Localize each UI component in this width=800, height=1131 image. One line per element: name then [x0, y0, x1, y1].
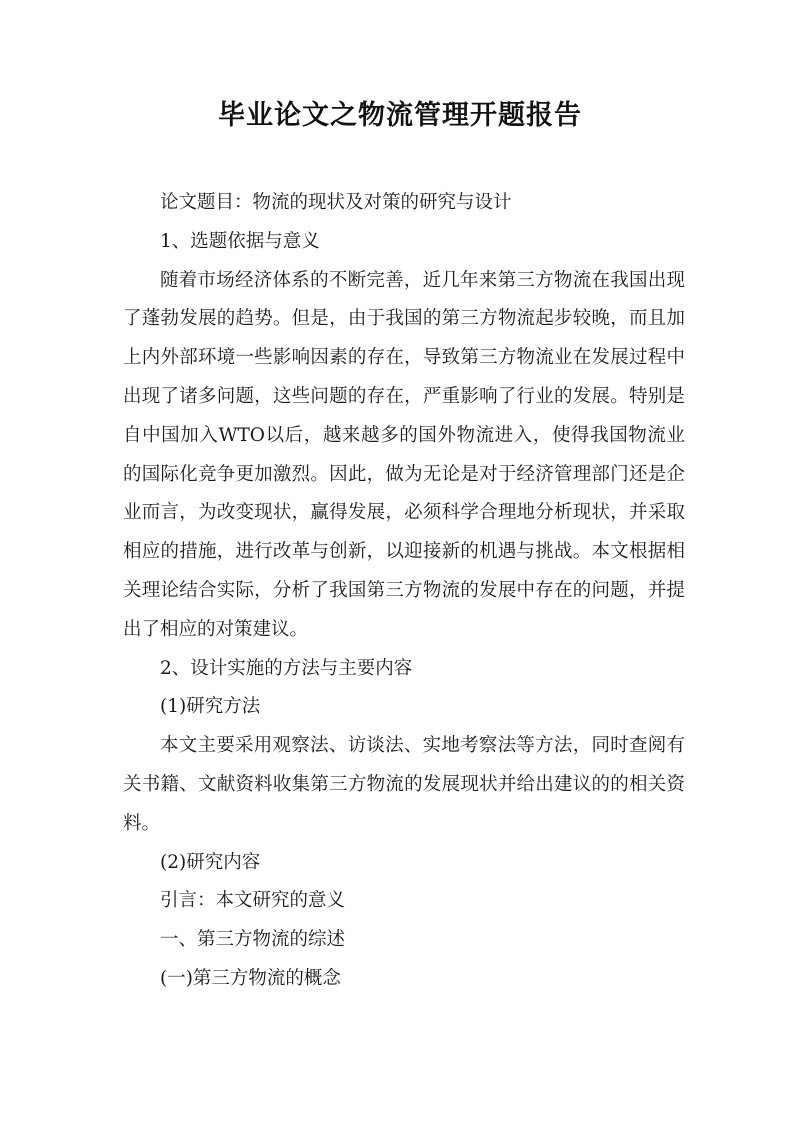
body-paragraph-significance: 随着市场经济体系的不断完善，近几年来第三方物流在我国出现了蓬勃发展的趋势。但是，由于我国的第三方物流起步较晚，而且加上内外部环境一些影响因素的存在，导致第三方物流业在发展过程中出现了诸多问题，这些问题的存在，严重影响了行业的发展。特别是自中国加入WTO以后，越来越多的国外物流进入，使得我国物流业的国际化竞争更加激烈。因此，做为无论是对于经济管理部门还是企业而言，为改变现状，赢得发展，必须科学合理地分析现状，并采取相应的措施，进行改革与创新，以迎接新的机遇与挑战。本文根据相关理论结合实际，分析了我国第三方物流的发展中存在的问题，并提出了相应的对策建议。 [123, 269, 685, 640]
outline-item-chapter-1: 一、第三方物流的综述 [160, 929, 346, 951]
subsection-heading-methods: (1)研究方法 [160, 696, 261, 718]
subsection-heading-content: (2)研究内容 [160, 851, 261, 873]
section-heading-1: 1、选题依据与意义 [160, 230, 320, 252]
outline-item-introduction: 引言：本文研究的意义 [160, 890, 346, 912]
outline-item-chapter-1-section-1: (一)第三方物流的概念 [160, 967, 341, 989]
section-heading-2: 2、设计实施的方法与主要内容 [160, 657, 413, 679]
thesis-topic: 论文题目：物流的现状及对策的研究与设计 [160, 192, 512, 213]
document-title: 毕业论文之物流管理开题报告 [218, 100, 582, 131]
document-body [123, 184, 685, 999]
body-paragraph-methods: 本文主要采用观察法、访谈法、实地考察法等方法，同时查阅有关书籍、文献资料收集第三方物流的发展现状并给出建议的的相关资料。 [123, 735, 685, 834]
